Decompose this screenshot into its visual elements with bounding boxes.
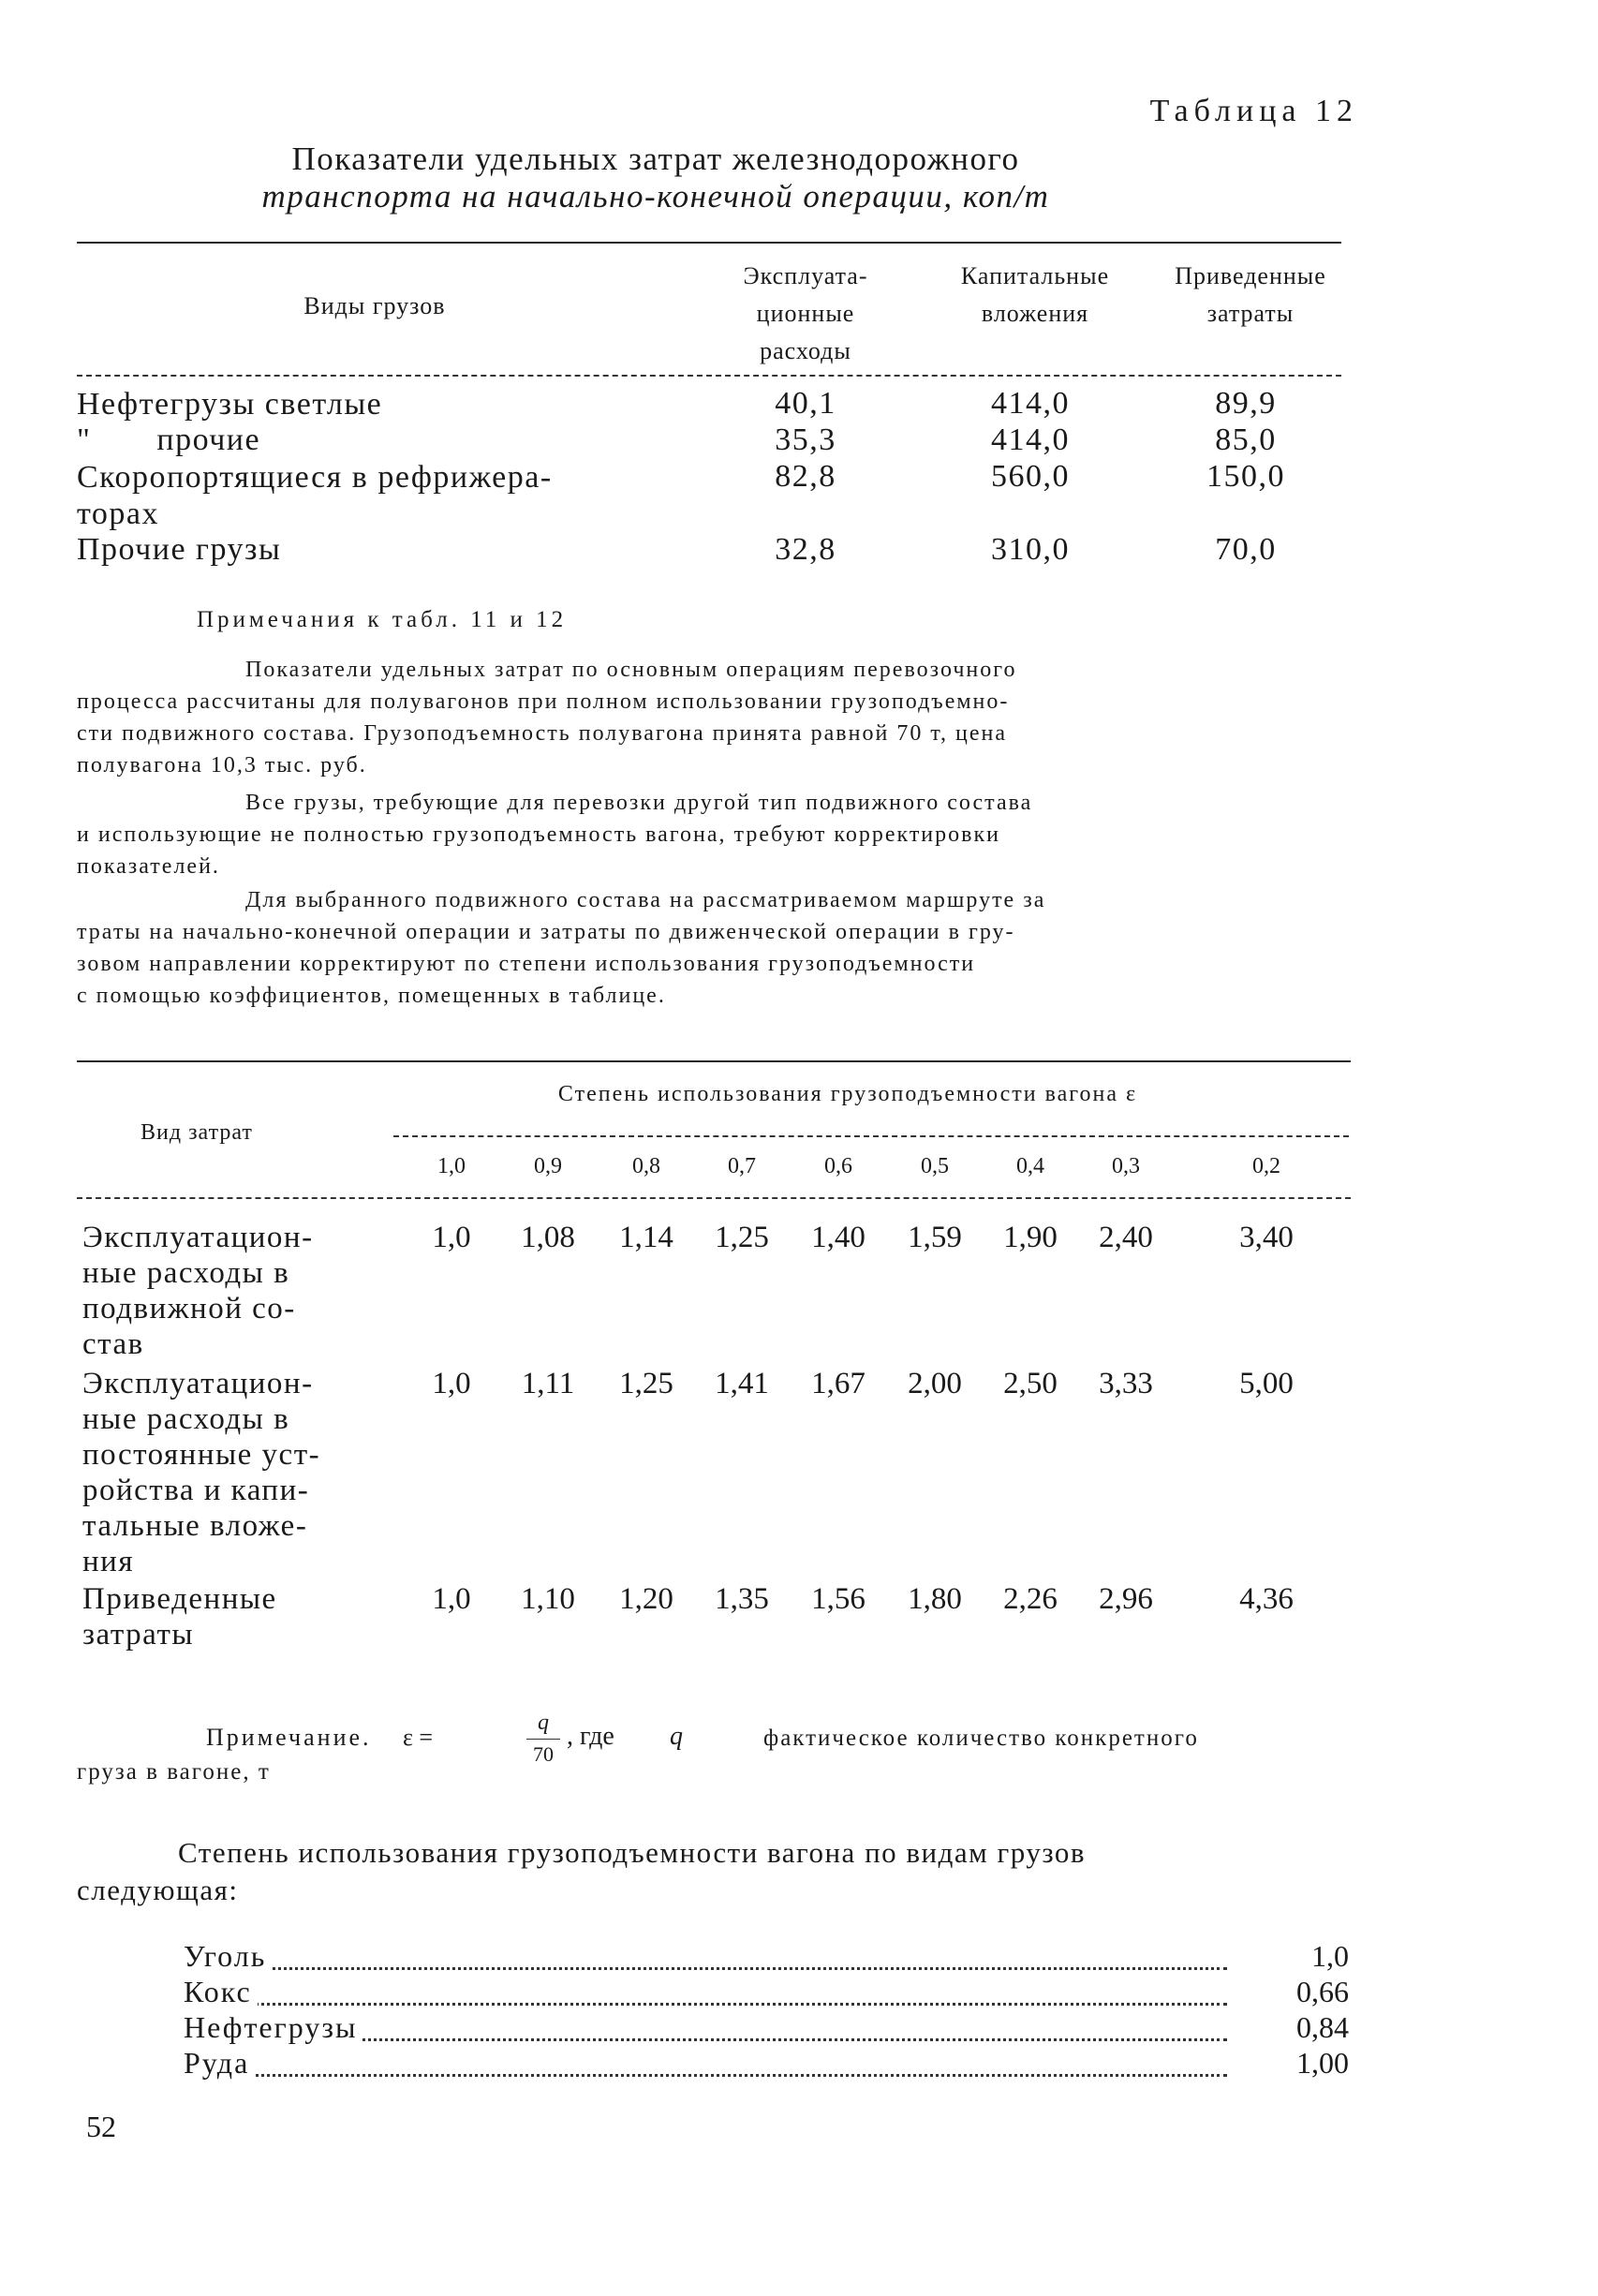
row3-capital: 560,0 [991,459,1070,494]
table2-cell: 3,33 [1099,1367,1153,1400]
table2-cell: 2,50 [1003,1367,1058,1400]
table2-cell: 1,90 [1003,1221,1058,1254]
formula-where: , где [567,1722,614,1751]
table2-group-header: Степень использования грузоподъемности вагона ε [557,1082,1138,1106]
cargo-intro-line2: следующая: [77,1874,239,1906]
column-header: 0,6 [824,1154,852,1178]
table2-cell: 1,25 [619,1367,673,1400]
table12-row-4: Прочие грузы [77,532,282,567]
column-header: 0,7 [728,1154,756,1178]
row2-reduced: 85,0 [1215,422,1277,457]
column-header: 0,4 [1016,1154,1044,1178]
row2-capital: 414,0 [991,422,1070,457]
table2-cell: 1,0 [432,1221,471,1254]
dot-leader [187,2003,1227,2006]
row1-capital: 414,0 [991,386,1070,421]
header-operating-costs: Эксплуата- ционные расходы [743,262,868,364]
row4-operating: 32,8 [775,532,836,567]
cargo-intro-line1: Степень использования грузоподъемности вагона по видам грузов [178,1836,1087,1869]
notes-paragraph-2: Все грузы, требующие для перевозки другой тип подвижного состава и использующие не полностью грузоподъемность вагона, требуют корректировки показателей. [77,791,1033,879]
row3-reduced: 150,0 [1206,459,1285,494]
cargo-name: Кокс [184,1975,258,2009]
table2-cell: 2,00 [908,1367,962,1400]
row2-operating: 35,3 [775,422,836,457]
column-header: 1,0 [437,1154,466,1178]
row4-capital: 310,0 [991,532,1070,567]
cargo-name: Уголь [184,1939,272,1974]
table2-cell: 1,0 [432,1582,471,1616]
table2-row-label: Эксплуатацион- ные расходы в постоянные уст- ройства и капи- тальные вложе- ния [82,1367,321,1578]
table2-cell: 4,36 [1239,1582,1294,1616]
table2-cell: 1,0 [432,1367,471,1400]
page-number: 52 [86,2110,116,2143]
column-header: 0,5 [921,1154,949,1178]
table2-row-label: Эксплуатацион- ные расходы в подвижной со- став [82,1221,314,1361]
cargo-name: Руда [184,2046,255,2081]
row3-operating: 82,8 [775,459,836,494]
row1-operating: 40,1 [775,386,836,421]
table2-cell: 1,59 [908,1221,962,1254]
epsilon-symbol: ε = [403,1724,434,1751]
formula-note-prefix: Примечание. [206,1724,372,1751]
table2-cell: 2,40 [1099,1221,1153,1254]
row4-reduced: 70,0 [1215,532,1277,567]
cargo-value: 0,66 [1236,1975,1349,2009]
table2-cell: 2,26 [1003,1582,1058,1616]
fraction-bar [526,1739,560,1740]
table2-top-rule [77,1060,1351,1062]
table-title-line1: Показатели удельных затрат железнодорожного [291,141,1020,177]
table-title-line2: транспорта на начально-конечной операции, коп/т [261,178,1050,215]
notes-heading: Примечания к табл. 11 и 12 [197,607,568,632]
table12-row-3: Скоропортящиеся в рефрижера- торах [77,460,553,531]
table2-cell: 2,96 [1099,1582,1153,1616]
table2-row-header: Вид затрат [141,1120,253,1145]
table2-cell: 1,25 [715,1221,769,1254]
table2-cell: 5,00 [1239,1367,1294,1400]
dot-leader [187,2074,1227,2077]
table2-cell: 1,67 [811,1367,866,1400]
header-capital-investments: Капитальные вложения [960,262,1110,327]
table2-cell: 1,35 [715,1582,769,1616]
table12-header-rule [77,375,1341,377]
formula-q: q [670,1722,683,1751]
header-reduced-costs: Приведенные затраты [1175,262,1326,327]
column-header: 0,9 [534,1154,562,1178]
formula-note-line2: груза в вагоне, т [77,1759,271,1785]
table2-cell: 1,08 [521,1221,575,1254]
row1-reduced: 89,9 [1215,386,1277,421]
fraction-numerator: q [538,1711,549,1735]
notes-paragraph-3: Для выбранного подвижного состава на рассматриваемом маршруте за траты на начально-конечной операции и затраты по движенческой операции в гру- зовом направлении корректируют по степени использования грузоподъемности с помощью коэффициентов, помещенных в таблице. [77,888,1046,1008]
notes-paragraph-1: Показатели удельных затрат по основным операциям перевозочного процесса рассчитаны для полувагонов при полном использовании грузоподъемно- сти подвижного состава. Грузоподъемность полувагона принята равной 70 т, цена полувагона 10,3 тыс. руб. [77,658,1017,778]
cargo-value: 1,0 [1236,1939,1349,1974]
fraction-denominator: 70 [533,1742,554,1766]
table2-cell: 1,14 [619,1221,673,1254]
table12-top-rule [77,242,1341,244]
table12-row-1 [77,386,676,422]
header-cargo-type: Виды грузов [303,292,446,319]
formula-rest: фактическое количество конкретного [763,1726,1199,1751]
column-header: 0,3 [1112,1154,1140,1178]
table2-cell: 1,11 [521,1367,575,1400]
table2-cell: 1,80 [908,1582,962,1616]
cargo-name: Нефтегрузы [184,2010,363,2045]
table-label: Таблица 12 [1149,94,1358,128]
column-header: 0,2 [1252,1154,1280,1178]
table2-cell: 1,40 [811,1221,866,1254]
cargo-value: 0,84 [1236,2010,1349,2045]
table12-row-2: " прочие [77,422,261,457]
table2-cell: 3,40 [1239,1221,1294,1254]
row-name: Нефтегрузы светлые [77,387,383,422]
table2-cell: 1,10 [521,1582,575,1616]
table2-header-rule [77,1197,1351,1199]
table2-cell: 1,20 [619,1582,673,1616]
dot-leader [187,1967,1227,1970]
table2-row-label: Приведенные затраты [82,1582,277,1652]
table2-cell: 1,41 [715,1367,769,1400]
table2-cell: 1,56 [811,1582,866,1616]
cargo-value: 1,00 [1236,2046,1349,2081]
table2-group-rule [393,1135,1349,1137]
column-header: 0,8 [632,1154,660,1178]
